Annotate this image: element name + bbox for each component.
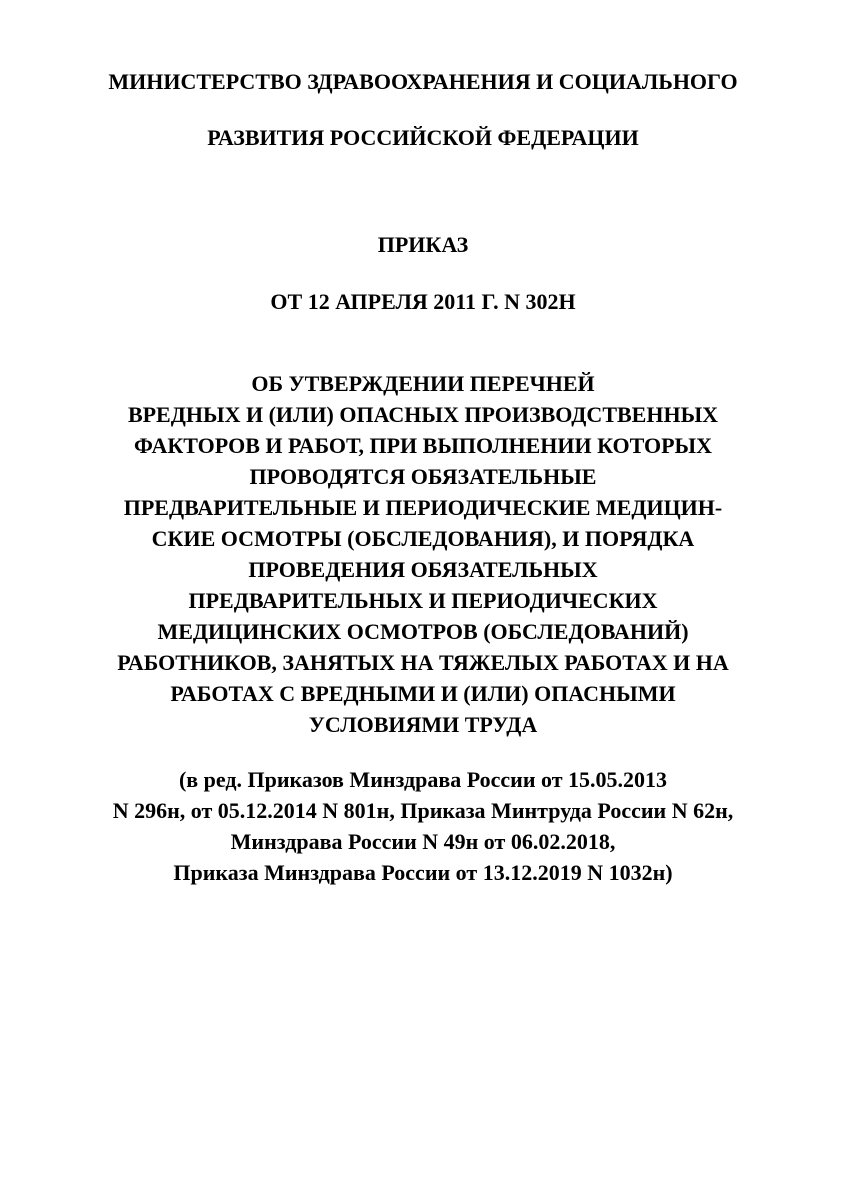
order-title-line: ПРЕДВАРИТЕЛЬНЫЕ И ПЕРИОДИЧЕСКИЕ МЕДИЦИН-: [123, 495, 723, 520]
order-title-line: ПРОВОДЯТСЯ ОБЯЗАТЕЛЬНЫЕ: [249, 464, 597, 489]
order-title-line: МЕДИЦИНСКИХ ОСМОТРОВ (ОБСЛЕДОВАНИЙ): [157, 619, 689, 644]
ministry-name-line-1: МИНИСТЕРСТВО ЗДРАВООХРАНЕНИЯ И СОЦИАЛЬНОГО: [108, 69, 738, 94]
order-title-line: УСЛОВИЯМИ ТРУДА: [308, 712, 538, 737]
order-title-line: ПРОВЕДЕНИЯ ОБЯЗАТЕЛЬНЫХ: [248, 557, 598, 582]
revision-note-line: Приказа Минздрава России от 13.12.2019 N 1032н): [173, 860, 673, 885]
revision-note-line: (в ред. Приказов Минздрава России от 15.05.2013: [178, 767, 668, 792]
order-title-line: СКИЕ ОСМОТРЫ (ОБСЛЕДОВАНИЯ), И ПОРЯДКА: [151, 526, 695, 551]
order-title-line: ФАКТОРОВ И РАБОТ, ПРИ ВЫПОЛНЕНИИ КОТОРЫХ: [133, 433, 713, 458]
order-kind: ПРИКАЗ: [377, 232, 469, 257]
revision-notes: [0, 764, 846, 888]
revision-note-line: N 296н, от 05.12.2014 N 801н, Приказа Минтруда России N 62н,: [112, 798, 734, 823]
order-date-number: ОТ 12 АПРЕЛЯ 2011 Г. N 302Н: [270, 289, 576, 314]
order-title-line: ВРЕДНЫХ И (ИЛИ) ОПАСНЫХ ПРОИЗВОДСТВЕННЫХ: [127, 402, 719, 427]
order-title-line: ПРЕДВАРИТЕЛЬНЫХ И ПЕРИОДИЧЕСКИХ: [188, 588, 658, 613]
order-title: [0, 368, 846, 740]
ministry-name-line-2: РАЗВИТИЯ РОССИЙСКОЙ ФЕДЕРАЦИИ: [207, 125, 639, 150]
order-title-line: РАБОТНИКОВ, ЗАНЯТЫХ НА ТЯЖЕЛЫХ РАБОТАХ И НА: [117, 650, 729, 675]
revision-note-line: Минздрава России N 49н от 06.02.2018,: [230, 829, 616, 854]
order-title-line: ОБ УТВЕРЖДЕНИИ ПЕРЕЧНЕЙ: [251, 371, 595, 396]
order-title-line: РАБОТАХ С ВРЕДНЫМИ И (ИЛИ) ОПАСНЫМИ: [170, 681, 676, 706]
